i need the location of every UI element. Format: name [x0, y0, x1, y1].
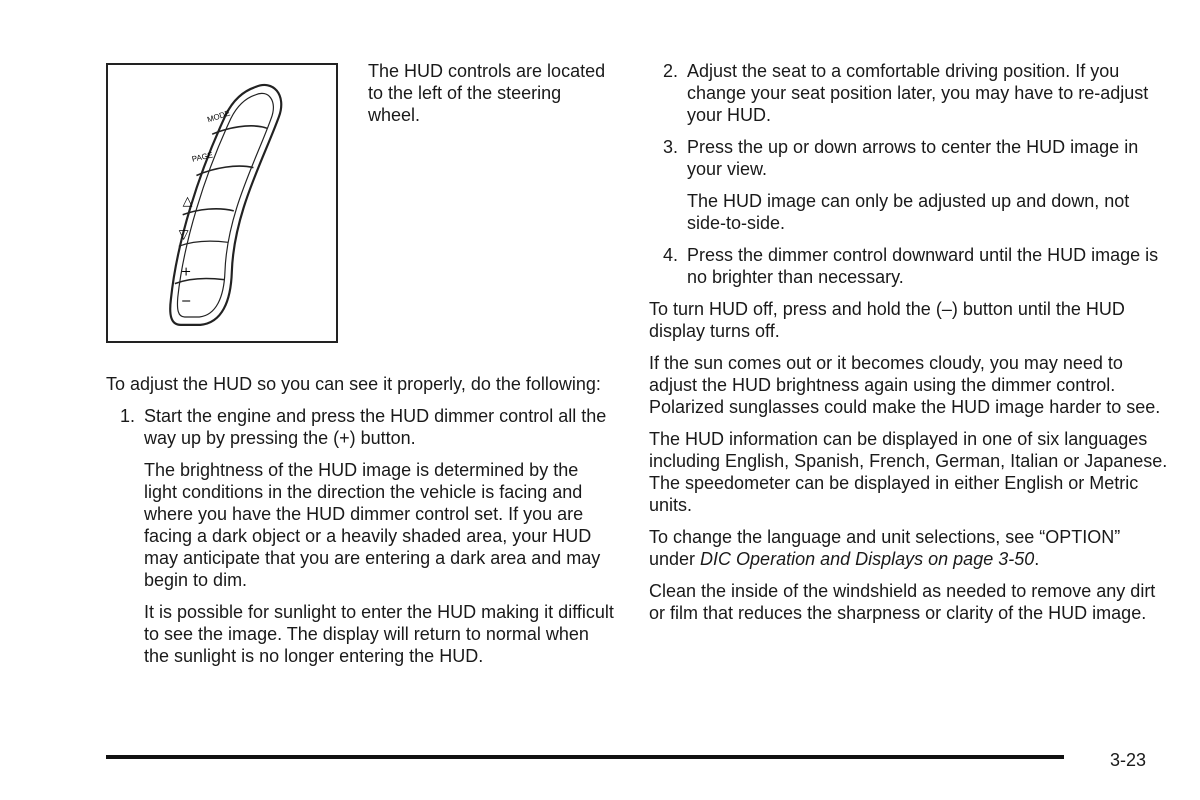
clean-paragraph: Clean the inside of the windshield as needed to remove any dirt or film that reduces the sharpness or clarity of the HUD image. [649, 581, 1156, 623]
figure-caption: The HUD controls are located to the left of the steering wheel. [368, 61, 606, 125]
step-4-text: Press the dimmer control downward until the HUD image is no brighter than necessary. [687, 245, 1159, 287]
hud-controls-illustration [106, 63, 338, 343]
sun-paragraph: If the sun comes out or it becomes cloudy, you may need to adjust the HUD brightness again using the dimmer control. Polarized sunglasses could make the HUD image harder to see. [649, 353, 1161, 417]
page-button-label: PAGE [191, 150, 214, 164]
up-arrow-icon: △ [182, 193, 193, 209]
step-3 [649, 136, 1169, 180]
step-1-text: Start the engine and press the HUD dimmer control all the way up by pressing the (+) button. [144, 406, 607, 448]
step-3-text: Press the up or down arrows to center the HUD image in your view. [687, 137, 1139, 179]
languages-paragraph: The HUD information can be displayed in one of six languages including English, Spanish, French, German, Italian or Japanese. The speedometer can be displayed in either English or Metric units. [649, 429, 1168, 515]
down-arrow-icon: ▽ [178, 227, 189, 243]
turn-off-paragraph: To turn HUD off, press and hold the (–) button until the HUD display turns off. [649, 299, 1125, 341]
step-2 [649, 60, 1169, 126]
step-1-sunlight-paragraph: It is possible for sunlight to enter the HUD making it difficult to see the image. The display will return to normal when the sunlight is no longer entering the HUD. [144, 602, 614, 666]
plus-icon: + [180, 264, 192, 280]
step-3-number: 3. [662, 137, 678, 157]
right-column [649, 60, 1169, 634]
footer-rule [106, 755, 1064, 759]
page-button-divider [196, 166, 253, 175]
step-4-number: 4. [662, 245, 678, 265]
mode-button-label: MODE [206, 108, 232, 125]
page-number: 3-23 [1110, 750, 1147, 770]
step-2-text: Adjust the seat to a comfortable driving position. If you change your seat position later, you may have to re-adjust your HUD. [687, 61, 1149, 125]
left-column [106, 373, 616, 677]
step-2-number: 2. [662, 61, 678, 81]
step-1 [106, 405, 616, 449]
option-text: To change the language and unit selections, see “OPTION” under [649, 527, 1121, 569]
dic-cross-reference-link[interactable]: DIC Operation and Displays on page 3-50 [700, 549, 1035, 569]
adjust-intro: To adjust the HUD so you can see it properly, do the following: [106, 374, 601, 394]
hud-control-pad-drawing [108, 65, 336, 341]
option-text-end: . [1034, 549, 1040, 569]
step-1-number: 1. [119, 406, 135, 426]
minus-icon: − [180, 294, 192, 310]
option-paragraph [649, 526, 1169, 570]
step-3-note: The HUD image can only be adjusted up and down, not side-to-side. [687, 191, 1130, 233]
step-1-brightness-paragraph: The brightness of the HUD image is determined by the light conditions in the direction the vehicle is facing and where you have the HUD dimmer control set. If you are facing a dark object or a heavily shaded area, your HUD may anticipate that you are entering a dark area and may begin to dim. [144, 460, 601, 590]
step-4 [649, 244, 1169, 288]
